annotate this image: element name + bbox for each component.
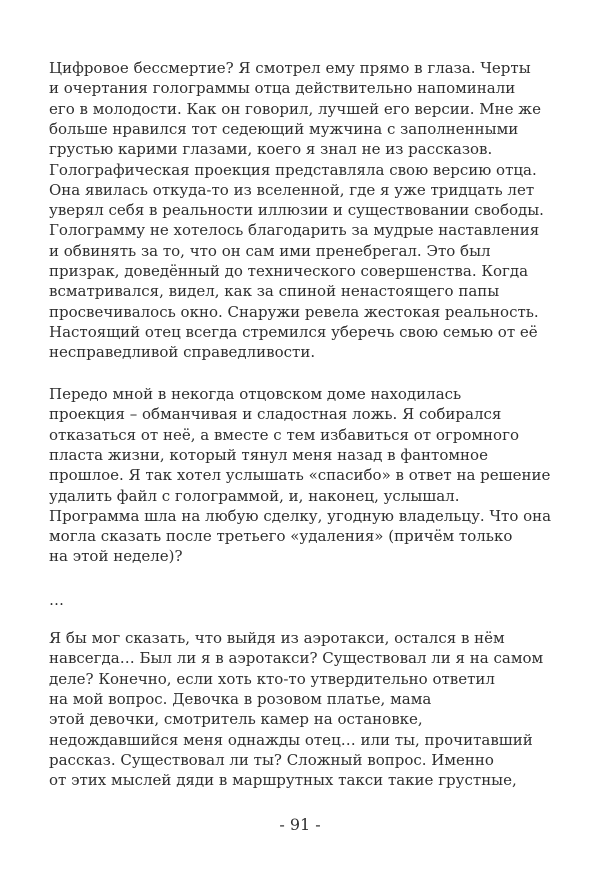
text-line: недождавшийся меня однажды отец… или ты, прочитавший: [49, 730, 533, 749]
text-line: и обвинять за то, что он сам ими пренебрегал. Это был: [49, 241, 491, 260]
text-line: этой девочки, смотритель камер на остановке,: [49, 710, 423, 729]
text-line: его в молодости. Как он говорил, лучшей его версии. Мне же: [49, 99, 541, 118]
text-line: Передо мной в некогда отцовском доме находилась: [49, 385, 462, 403]
text-line: Она явилась откуда-то из вселенной, где я уже тридцать лет: [49, 180, 535, 199]
text-line: уверял себя в реальности иллюзии и существовании свободы.: [49, 201, 544, 220]
text-line: проекция – обманчивая и сладостная ложь. Я собирался: [49, 405, 502, 424]
text-line: призрак, доведённый до технического совершенства. Когда: [49, 262, 529, 280]
text-line: навсегда… Был ли я в аэротакси? Существовал ли я на самом: [49, 649, 544, 668]
text-line: несправедливой справедливости.: [49, 343, 316, 362]
text-line: пласта жизни, который тянул меня назад в фантомное: [49, 445, 488, 464]
text-line: и очертания голограммы отца действительно напоминали: [49, 79, 516, 98]
text-line: деле? Конечно, если хоть кто-то утвердительно ответил: [49, 669, 495, 688]
text-line: рассказ. Существовал ли ты? Сложный вопрос. Именно: [49, 750, 494, 769]
text-line: Голографическая проекция представляла свою версию отца.: [49, 160, 537, 179]
text-line: прошлое. Я так хотел услышать «спасибо» в ответ на решение: [49, 466, 551, 485]
page-number: - 91 -: [279, 815, 321, 834]
text-line: Настоящий отец всегда стремился уберечь свою семью от её: [49, 322, 538, 341]
text-line: на этой неделе)?: [49, 547, 183, 566]
text-line: могла сказать после третьего «удаления» (причём только: [49, 527, 513, 546]
text-line: удалить файл с голограммой, и, наконец, услышал.: [49, 486, 460, 505]
text-line: отказаться от неё, а вместе с тем избавиться от огромного: [49, 425, 519, 444]
text-line: больше нравился тот седеющий мужчина с заполненными: [49, 119, 519, 138]
section-break: …: [49, 591, 64, 609]
text-line: Голограмму не хотелось благодарить за мудрые наставления: [49, 221, 540, 240]
text-line: Программа шла на любую сделку, угодную владельцу. Что она: [49, 506, 552, 525]
text-line: Цифровое бессмертие? Я смотрел ему прямо в глаза. Черты: [49, 59, 531, 77]
text-line: от этих мыслей дяди в маршрутных такси такие грустные,: [49, 771, 517, 790]
text-line: просвечивалось окно. Снаружи ревела жестокая реальность.: [49, 302, 539, 321]
text-line: на мой вопрос. Девочка в розовом платье, мама: [49, 689, 432, 708]
text-line: всматривался, видел, как за спиной ненастоящего папы: [49, 282, 500, 301]
text-line: Я бы мог сказать, что выйдя из аэротакси, остался в нём: [49, 629, 505, 647]
text-line: грустью карими глазами, коего я знал не из рассказов.: [49, 140, 493, 159]
